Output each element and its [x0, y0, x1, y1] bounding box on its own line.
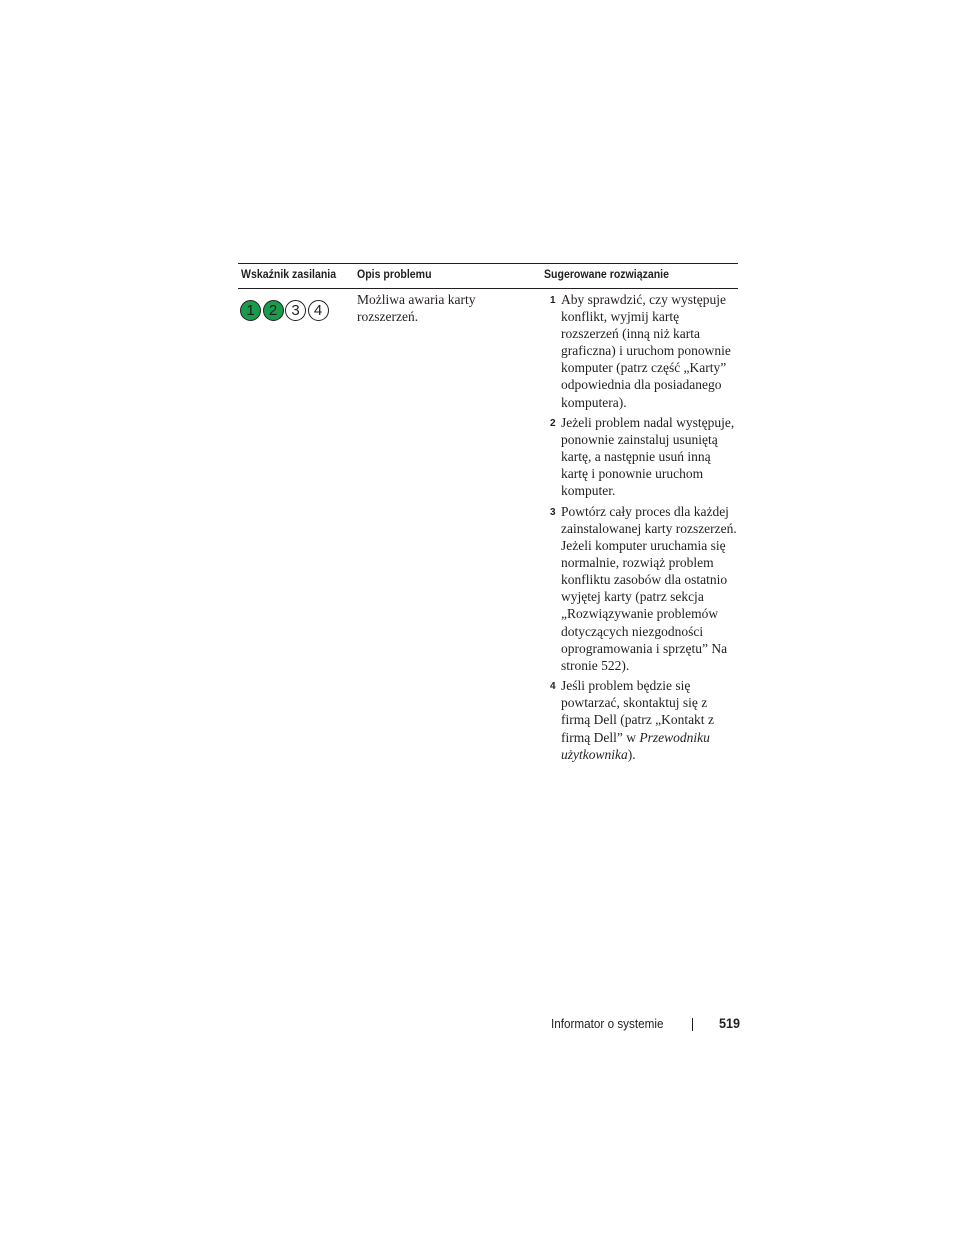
solution-step: [550, 414, 738, 499]
solution-step: [550, 291, 738, 411]
header-suggested-solution: Sugerowane rozwiązanie: [544, 267, 670, 281]
led-4-icon: 4: [308, 300, 329, 321]
step-text: Aby sprawdzić, czy występuje konflikt, wyjmij kartę rozszerzeń (inną niż karta graficzna) i uruchom ponownie komputer (patrz część „Karty” odpowiednia dla posiadanego komputera).: [561, 292, 731, 410]
step-text-end: ).: [627, 746, 636, 762]
page-number: 519: [719, 1015, 741, 1031]
table-top-rule: [238, 263, 738, 264]
power-led-pattern: [240, 300, 330, 321]
header-problem-description: Opis problemu: [357, 267, 432, 281]
footer-separator: [692, 1018, 693, 1031]
solution-steps: [550, 291, 738, 766]
led-3-icon: 3: [285, 300, 306, 321]
led-1-icon: 1: [240, 300, 261, 321]
header-power-indicator: Wskaźnik zasilania: [241, 267, 337, 281]
step-number: 1: [550, 295, 556, 306]
step-number: 2: [550, 418, 556, 430]
step-text: Powtórz cały proces dla każdej zainstalowanej karty rozszerzeń. Jeżeli komputer uruchamia się normalnie, rozwiąż problem konfliktu zasobów dla ostatnio wyjętej karty (patrz sekcja „Rozwiązywanie problemów dotyczących niezgodności oprogramowania i sprzętu” Na stronie 522).: [561, 503, 737, 673]
solution-step: [550, 503, 738, 674]
step-number: 4: [550, 681, 556, 693]
led-2-icon: 2: [263, 300, 284, 321]
problem-description: Możliwa awaria karty rozszerzeń.: [357, 292, 476, 325]
step-number: 3: [550, 506, 556, 518]
step-text: Jeśli problem będzie się powtarzać, skontaktuj się z firmą Dell (patrz „Kontakt z firmą Dell” w: [561, 678, 714, 745]
solution-step: [550, 677, 738, 762]
footer-section-title: Informator o systemie: [551, 1016, 664, 1031]
guide-title: Przewodniku użytkownika: [561, 729, 710, 762]
table-header-rule: [238, 288, 738, 289]
step-text: Jeżeli problem nadal występuje, ponownie zainstaluj usuniętą kartę, a następnie usuń inną kartę i ponownie uruchom komputer.: [561, 415, 735, 499]
